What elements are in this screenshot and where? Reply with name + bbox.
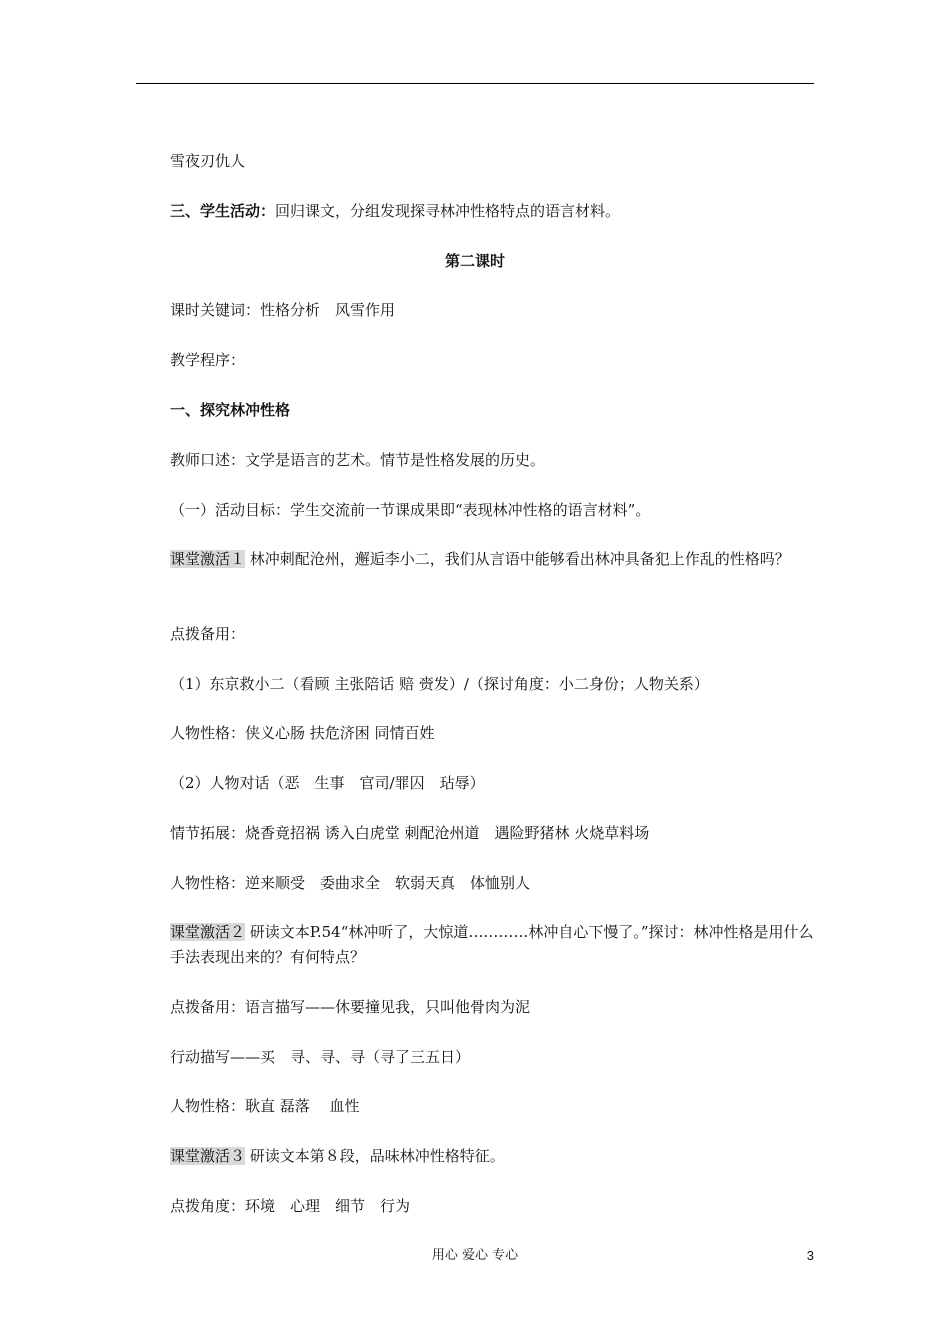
section-heading: 一、探究林冲性格	[170, 401, 291, 419]
text-line: （1）东京救小二（看顾 主张陪话 赔 赍发）/（探讨角度：小二身份；人物关系）	[170, 675, 709, 693]
text-line: 情节拓展：烧香竟招祸 诱入白虎堂 刺配沧州道 遇险野猪林 火烧草料场	[170, 824, 650, 842]
text-line: 人物性格：耿直 磊落 血性	[170, 1097, 360, 1115]
section-three-line	[170, 199, 815, 224]
footer-motto: 用心 爱心 专心	[431, 1248, 519, 1263]
text-line: 人物性格：侠义心肠 扶危济困 同情百姓	[170, 724, 435, 742]
text-line: 雪夜刃仇人	[170, 152, 246, 170]
text-line: 行动描写——买 寻、寻、寻（寻了三五日）	[170, 1048, 471, 1066]
activity-tag: 课堂激活２	[170, 923, 246, 941]
section-heading: 三、学生活动：	[170, 202, 276, 220]
lesson-title: 第二课时	[444, 252, 505, 270]
text-span: 研读文本第８段，品味林冲性格特征。	[245, 1147, 505, 1165]
text-line: 课时关键词：性格分析 风雪作用	[170, 301, 396, 319]
text-line: （一）活动目标：学生交流前一节课成果即“表现林冲性格的语言材料”。	[170, 501, 651, 519]
text-line: 教学程序：	[170, 351, 246, 369]
activity-paragraph-2	[170, 920, 815, 970]
text-line: （2）人物对话（恶 生事 官司/罪囚 玷辱）	[170, 774, 485, 792]
activity-tag: 课堂激活１	[170, 550, 246, 568]
text-line: 点拨备用：语言描写——休要撞见我，只叫他骨肉为泥	[170, 998, 531, 1016]
activity-paragraph-3	[170, 1144, 815, 1169]
text-line: 教师口述：文学是语言的艺术。情节是性格发展的历史。	[170, 451, 546, 469]
activity-tag: 课堂激活３	[170, 1147, 246, 1165]
header-rule	[136, 83, 814, 84]
activity-paragraph-1	[170, 547, 815, 572]
text-line: 点拨备用：	[170, 625, 246, 643]
page-number: 3	[806, 1248, 814, 1263]
text-span: 研读文本P.54“林冲听了，大惊道…………林冲自心下慢了。”探讨：林冲性格是用什么手法表现出来的？有何特点？	[170, 923, 814, 966]
text-line: 点拨角度：环境 心理 细节 行为	[170, 1197, 411, 1215]
text-line: 人物性格：逆来顺受 委曲求全 软弱天真 体恤别人	[170, 874, 531, 892]
text-span: 林冲刺配沧州，邂逅李小二，我们从言语中能够看出林冲具备犯上作乱的性格吗？	[245, 550, 790, 568]
text-span: 回归课文，分组发现探寻林冲性格特点的语言材料。	[275, 202, 621, 220]
